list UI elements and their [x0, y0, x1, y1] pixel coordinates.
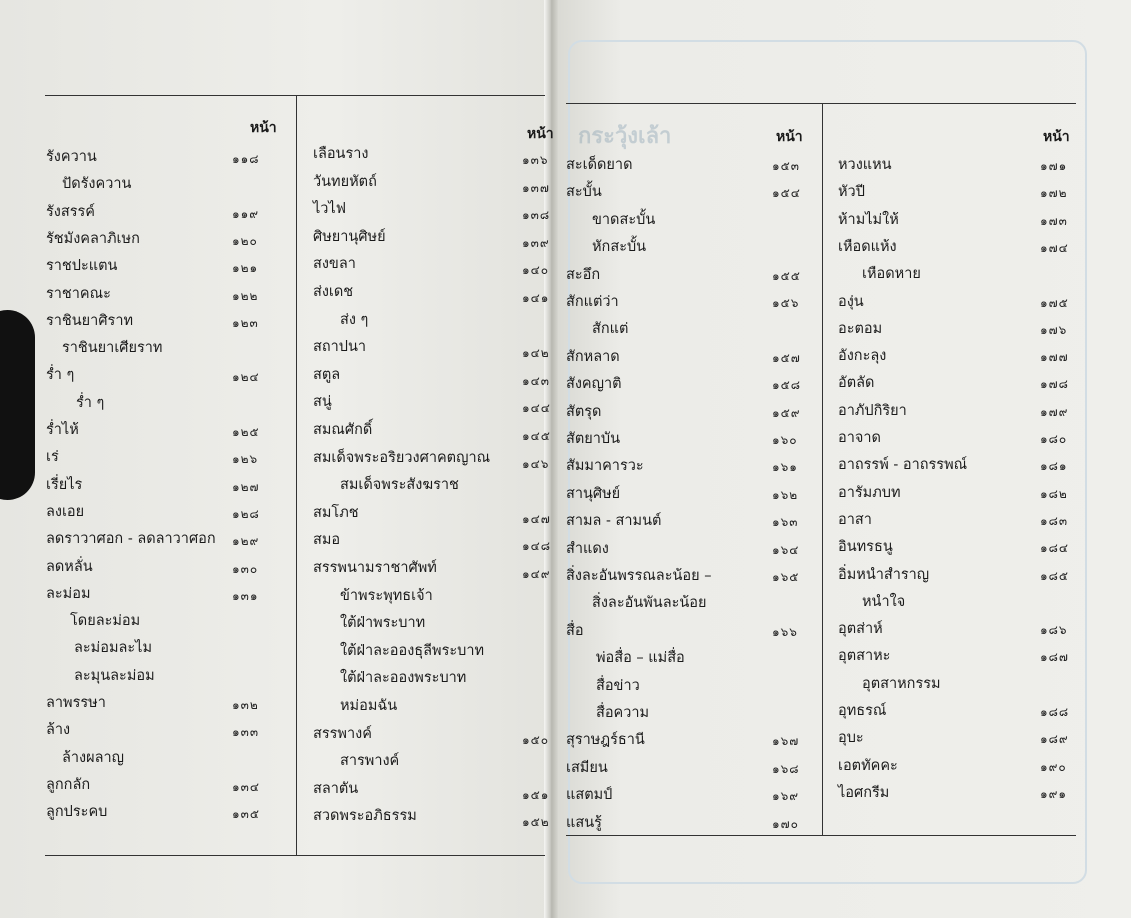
col2-page-number: ๑๔๘: [522, 539, 551, 554]
col4-entry: อารัมภบท: [838, 484, 901, 501]
col1-page-number: ๑๒๖: [232, 452, 259, 467]
col2-entry: ใต้ฝ่าพระบาท: [340, 615, 426, 632]
col4-page-number: ๑๘๐: [1040, 432, 1068, 446]
col3-entry: สัตรุด: [566, 403, 602, 420]
col2-entry: ศิษยานุศิษย์: [313, 228, 386, 245]
col1-entry: ปัดรังควาน: [62, 176, 132, 193]
col4-page-number: ๑๘๙: [1040, 732, 1069, 747]
page-border-frame: [568, 40, 1087, 884]
col3-page-number: ๑๖๘: [772, 761, 800, 776]
left-bottom-rule: [45, 855, 545, 856]
col1-page-number: ๑๒๙: [232, 534, 260, 549]
col4-page-number: ๑๗๗: [1040, 350, 1069, 365]
col2-entry: สรรพนามราชาศัพท์: [313, 560, 437, 576]
col1-page-number: ๑๒๘: [232, 506, 260, 521]
col1-page-number: ๑๒๗: [232, 479, 260, 494]
col4-entry: อะตอม: [838, 320, 883, 337]
col3-page-number: ๑๕๙: [772, 405, 801, 420]
col2-entry: ไวไฟ: [313, 201, 346, 218]
col4-entry: อัตลัด: [838, 375, 875, 392]
col2-page-number: ๑๕๑: [522, 787, 550, 802]
col1-entry: ลาพรรษา: [46, 695, 106, 711]
col3-entry: สักแต่ว่า: [566, 294, 619, 310]
col3-page-number: ๑๕๓: [772, 159, 800, 173]
col3-entry: สิ่งละอันพันละน้อย: [592, 595, 707, 612]
col2-page-number: ๑๔๔: [522, 401, 551, 416]
col2-entry: วันทยหัตถ์: [313, 173, 377, 190]
col3-entry: ขาดสะบั้น: [592, 211, 656, 228]
col2-page-number: ๑๔๓: [522, 373, 550, 388]
col3-page-number: ๑๕๗: [772, 350, 801, 365]
col1-page-number: ๑๓๓: [232, 725, 260, 740]
col4-page-number: ๑๘๔: [1040, 541, 1069, 556]
col1-entry: ร่ำไห้: [46, 422, 79, 438]
col2-entry: สงขลา: [313, 256, 356, 273]
col2-entry: สมณศักดิ์: [313, 422, 373, 438]
col4-page-number: ๑๗๖: [1040, 322, 1068, 337]
col2-entry: สมเด็จพระสังฆราช: [340, 477, 459, 494]
col3-entry: สามล - สามนต์: [566, 513, 662, 530]
col1-page-number: ๑๒๔: [232, 370, 260, 385]
col1-entry: ลดราวาศอก - ลดลาวาศอก: [46, 531, 216, 548]
left-top-rule: [45, 95, 545, 96]
col3-entry: พ่อสื่อ – แม่สื่อ: [596, 650, 685, 667]
right-column-divider: [822, 103, 823, 835]
col2-entry: ข้าพระพุทธเจ้า: [340, 587, 433, 604]
col4-entry: องุ่น: [838, 293, 864, 310]
col2-page-number: ๑๓๗: [522, 180, 550, 195]
col3-entry: หักสะบั้น: [592, 239, 647, 256]
col2-page-number: ๑๔๖: [522, 456, 550, 471]
col2-entry: ส่งเดช: [313, 284, 354, 300]
col2-entry: ใต้ฝ่าละอองพระบาท: [340, 670, 467, 687]
col2-page-number: ๑๔๕: [522, 429, 551, 443]
page-header-col4: หน้า: [1043, 129, 1070, 145]
col2-entry: สลาตัน: [313, 780, 359, 797]
col3-page-number: ๑๖๕: [772, 570, 800, 584]
col1-entry: รังสรรค์: [46, 203, 95, 220]
col4-entry: อาจาด: [838, 430, 881, 446]
col3-page-number: ๑๖๗: [772, 734, 800, 749]
col2-entry: ใต้ฝ่าละอองธุลีพระบาท: [340, 642, 485, 659]
col3-entry: สะเด็ดยาด: [566, 157, 633, 173]
col4-entry: เหือดหาย: [862, 266, 921, 283]
col2-entry: สตูล: [313, 366, 341, 383]
col4-entry: หนำใจ: [862, 593, 906, 610]
col1-page-number: ๑๑๙: [232, 206, 260, 221]
col4-page-number: ๑๘๗: [1040, 650, 1069, 665]
col1-page-number: ๑๒๐: [232, 233, 258, 248]
col2-page-number: ๑๕๒: [522, 815, 550, 830]
col2-entry: สมเด็จพระอริยวงศาคตญาณ: [313, 449, 491, 466]
col2-entry: สมโภช: [313, 504, 359, 521]
col1-page-number: ๑๓๐: [232, 561, 259, 576]
col1-entry: เร่: [46, 449, 59, 466]
col1-entry: ราชินยาศิราท: [46, 312, 134, 329]
thumb-shadow: [0, 310, 35, 500]
col4-page-number: ๑๙๑: [1040, 786, 1068, 801]
col3-page-number: ๑๕๖: [772, 296, 800, 310]
col4-entry: ไอศกรีม: [838, 784, 890, 801]
col1-entry: ล้าง: [46, 722, 71, 739]
col4-page-number: ๑๙๐: [1040, 759, 1067, 774]
col4-page-number: ๑๘๓: [1040, 513, 1069, 528]
col1-entry: ราชินยาเศียราท: [62, 340, 163, 357]
col2-page-number: ๑๓๘: [522, 208, 551, 223]
col1-entry: โดยละม่อม: [70, 613, 141, 630]
col1-entry: ลงเอย: [46, 503, 85, 520]
col3-entry: สื่อ: [566, 622, 584, 639]
col4-entry: เอตทัคคะ: [838, 757, 898, 774]
col3-entry: สักหลาด: [566, 348, 620, 365]
col1-page-number: ๑๒๑: [232, 261, 259, 276]
col3-page-number: ๑๖๔: [772, 542, 800, 557]
col3-entry: สุราษฎร์ธานี: [566, 732, 645, 749]
col1-page-number: ๑๒๒: [232, 288, 259, 303]
col2-entry: สารพางค์: [340, 753, 400, 770]
col1-page-number: ๑๓๒: [232, 698, 259, 712]
col4-entry: อุตสาหกรรม: [862, 675, 941, 692]
col3-entry: เสมียน: [566, 759, 608, 776]
col4-entry: อุตสาหะ: [838, 648, 891, 665]
col2-entry: สรรพางค์: [313, 725, 372, 742]
col1-page-number: ๑๒๕: [232, 425, 260, 439]
col1-entry: ลูกประคบ: [46, 804, 108, 821]
col4-page-number: ๑๗๕: [1040, 295, 1069, 310]
col4-page-number: ๑๗๔: [1040, 240, 1069, 255]
col3-page-number: ๑๖๖: [772, 624, 798, 639]
col1-entry: เรี่ยไร: [46, 476, 83, 493]
col3-entry: สัมมาคารวะ: [566, 458, 644, 475]
col2-page-number: ๑๔๐: [522, 263, 550, 278]
col4-entry: หวงแหน: [838, 157, 892, 173]
col1-entry: ละม่อมละไม: [74, 640, 153, 657]
col1-page-number: ๑๓๑: [232, 588, 259, 603]
left-column-divider: [296, 95, 297, 855]
col4-entry: อุทธรณ์: [838, 703, 887, 719]
col4-entry: อาภัปกิริยา: [838, 402, 907, 419]
col1-entry: ราชปะแตน: [46, 258, 118, 275]
col2-entry: สถาปนา: [313, 339, 367, 356]
col4-entry: อาถรรพ์ - อาถรรพณ์: [838, 457, 968, 474]
col1-entry: ราชาคณะ: [46, 285, 111, 302]
col1-page-number: ๑๑๘: [232, 152, 260, 166]
col2-entry: หม่อมฉัน: [340, 698, 398, 714]
col3-page-number: ๑๕๕: [772, 268, 801, 283]
col3-page-number: ๑๖๙: [772, 789, 800, 804]
page-header-col2: หน้า: [527, 126, 554, 142]
col2-entry: สนู่: [313, 394, 332, 411]
col1-page-number: ๑๒๓: [232, 315, 259, 330]
col3-entry: สำแดง: [566, 540, 609, 557]
col1-entry: ลูกกลัก: [46, 776, 91, 793]
col3-entry: สื่อข่าว: [596, 677, 640, 694]
col4-page-number: ๑๗๓: [1040, 213, 1068, 228]
col1-entry: ลดหลั่น: [46, 558, 93, 575]
col4-page-number: ๑๘๖: [1040, 623, 1068, 638]
col4-page-number: ๑๘๑: [1040, 459, 1068, 474]
col2-page-number: ๑๔๑: [522, 291, 550, 305]
col2-page-number: ๑๓๙: [522, 235, 550, 250]
col3-page-number: ๑๖๐: [772, 433, 798, 447]
col3-page-number: ๑๖๑: [772, 460, 798, 475]
col4-entry: อุตส่าห์: [838, 621, 883, 638]
col4-page-number: ๑๘๕: [1040, 568, 1069, 583]
col2-page-number: ๑๔๗: [522, 511, 551, 526]
col1-entry: รังควาน: [46, 149, 97, 165]
bleed-title: กระวุ้งเล้า: [578, 123, 672, 149]
col3-entry: สื่อความ: [596, 705, 650, 721]
col3-page-number: ๑๗๐: [772, 816, 799, 831]
col2-page-number: ๑๔๙: [522, 567, 551, 581]
col1-entry: ร่ำ ๆ: [76, 394, 105, 411]
col1-entry: ละม่อม: [46, 585, 91, 602]
col4-page-number: ๑๗๘: [1040, 377, 1069, 392]
col4-page-number: ๑๗๑: [1040, 159, 1068, 173]
col2-entry: สวดพระอภิธรรม: [313, 808, 417, 825]
col1-entry: ล้างผลาญ: [62, 749, 124, 766]
col4-entry: ห้ามไม่ให้: [838, 211, 899, 228]
page-header-col1: หน้า: [250, 120, 277, 136]
col2-page-number: ๑๓๖: [522, 153, 549, 167]
col1-entry: ละมุนละม่อม: [74, 667, 155, 684]
page-header-col3: หน้า: [776, 129, 803, 145]
col3-entry: สะบั้น: [566, 184, 602, 201]
col4-entry: อุบะ: [838, 730, 864, 747]
col3-entry: สะอึก: [566, 266, 601, 283]
col2-page-number: ๑๕๐: [522, 732, 550, 747]
right-bottom-rule: [566, 835, 1076, 836]
col3-page-number: ๑๕๘: [772, 378, 801, 393]
col3-entry: สักแต่: [592, 321, 629, 338]
col4-page-number: ๑๘๘: [1040, 705, 1070, 719]
col4-entry: อาสา: [838, 511, 872, 528]
right-top-rule: [566, 103, 1076, 104]
col1-page-number: ๑๓๔: [232, 779, 260, 794]
col4-entry: อังกะลุง: [838, 348, 887, 365]
col3-page-number: ๑๖๓: [772, 515, 799, 530]
col4-page-number: ๑๗๙: [1040, 404, 1069, 419]
col4-entry: อินทรธนู: [838, 539, 893, 556]
col4-entry: หัวปี: [838, 184, 865, 201]
col1-entry: ร่ำ ๆ: [46, 367, 75, 384]
col4-entry: เหือดแห้ง: [838, 238, 897, 255]
col3-entry: สานุศิษย์: [566, 485, 621, 502]
col3-entry: แสนรู้: [566, 814, 602, 831]
col4-page-number: ๑๘๒: [1040, 486, 1068, 501]
col3-page-number: ๑๖๒: [772, 487, 799, 502]
col3-entry: สัตยาบัน: [566, 431, 621, 447]
col3-page-number: ๑๕๔: [772, 186, 801, 201]
col2-entry: สมอ: [313, 532, 341, 549]
col1-page-number: ๑๓๕: [232, 807, 260, 822]
col2-page-number: ๑๔๒: [522, 346, 550, 361]
col3-entry: สังคญาติ: [566, 376, 622, 393]
col3-entry: สิ่งละอันพรรณละน้อย –: [566, 568, 712, 584]
col2-entry: ส่ง ๆ: [340, 311, 369, 328]
col1-entry: รัชมังคลาภิเษก: [46, 230, 140, 247]
col4-page-number: ๑๗๒: [1040, 186, 1068, 201]
col2-entry: เลือนราง: [313, 146, 369, 162]
col4-entry: อิ่มหนำสำราญ: [838, 566, 930, 583]
col3-entry: แสตมป์: [566, 787, 613, 804]
